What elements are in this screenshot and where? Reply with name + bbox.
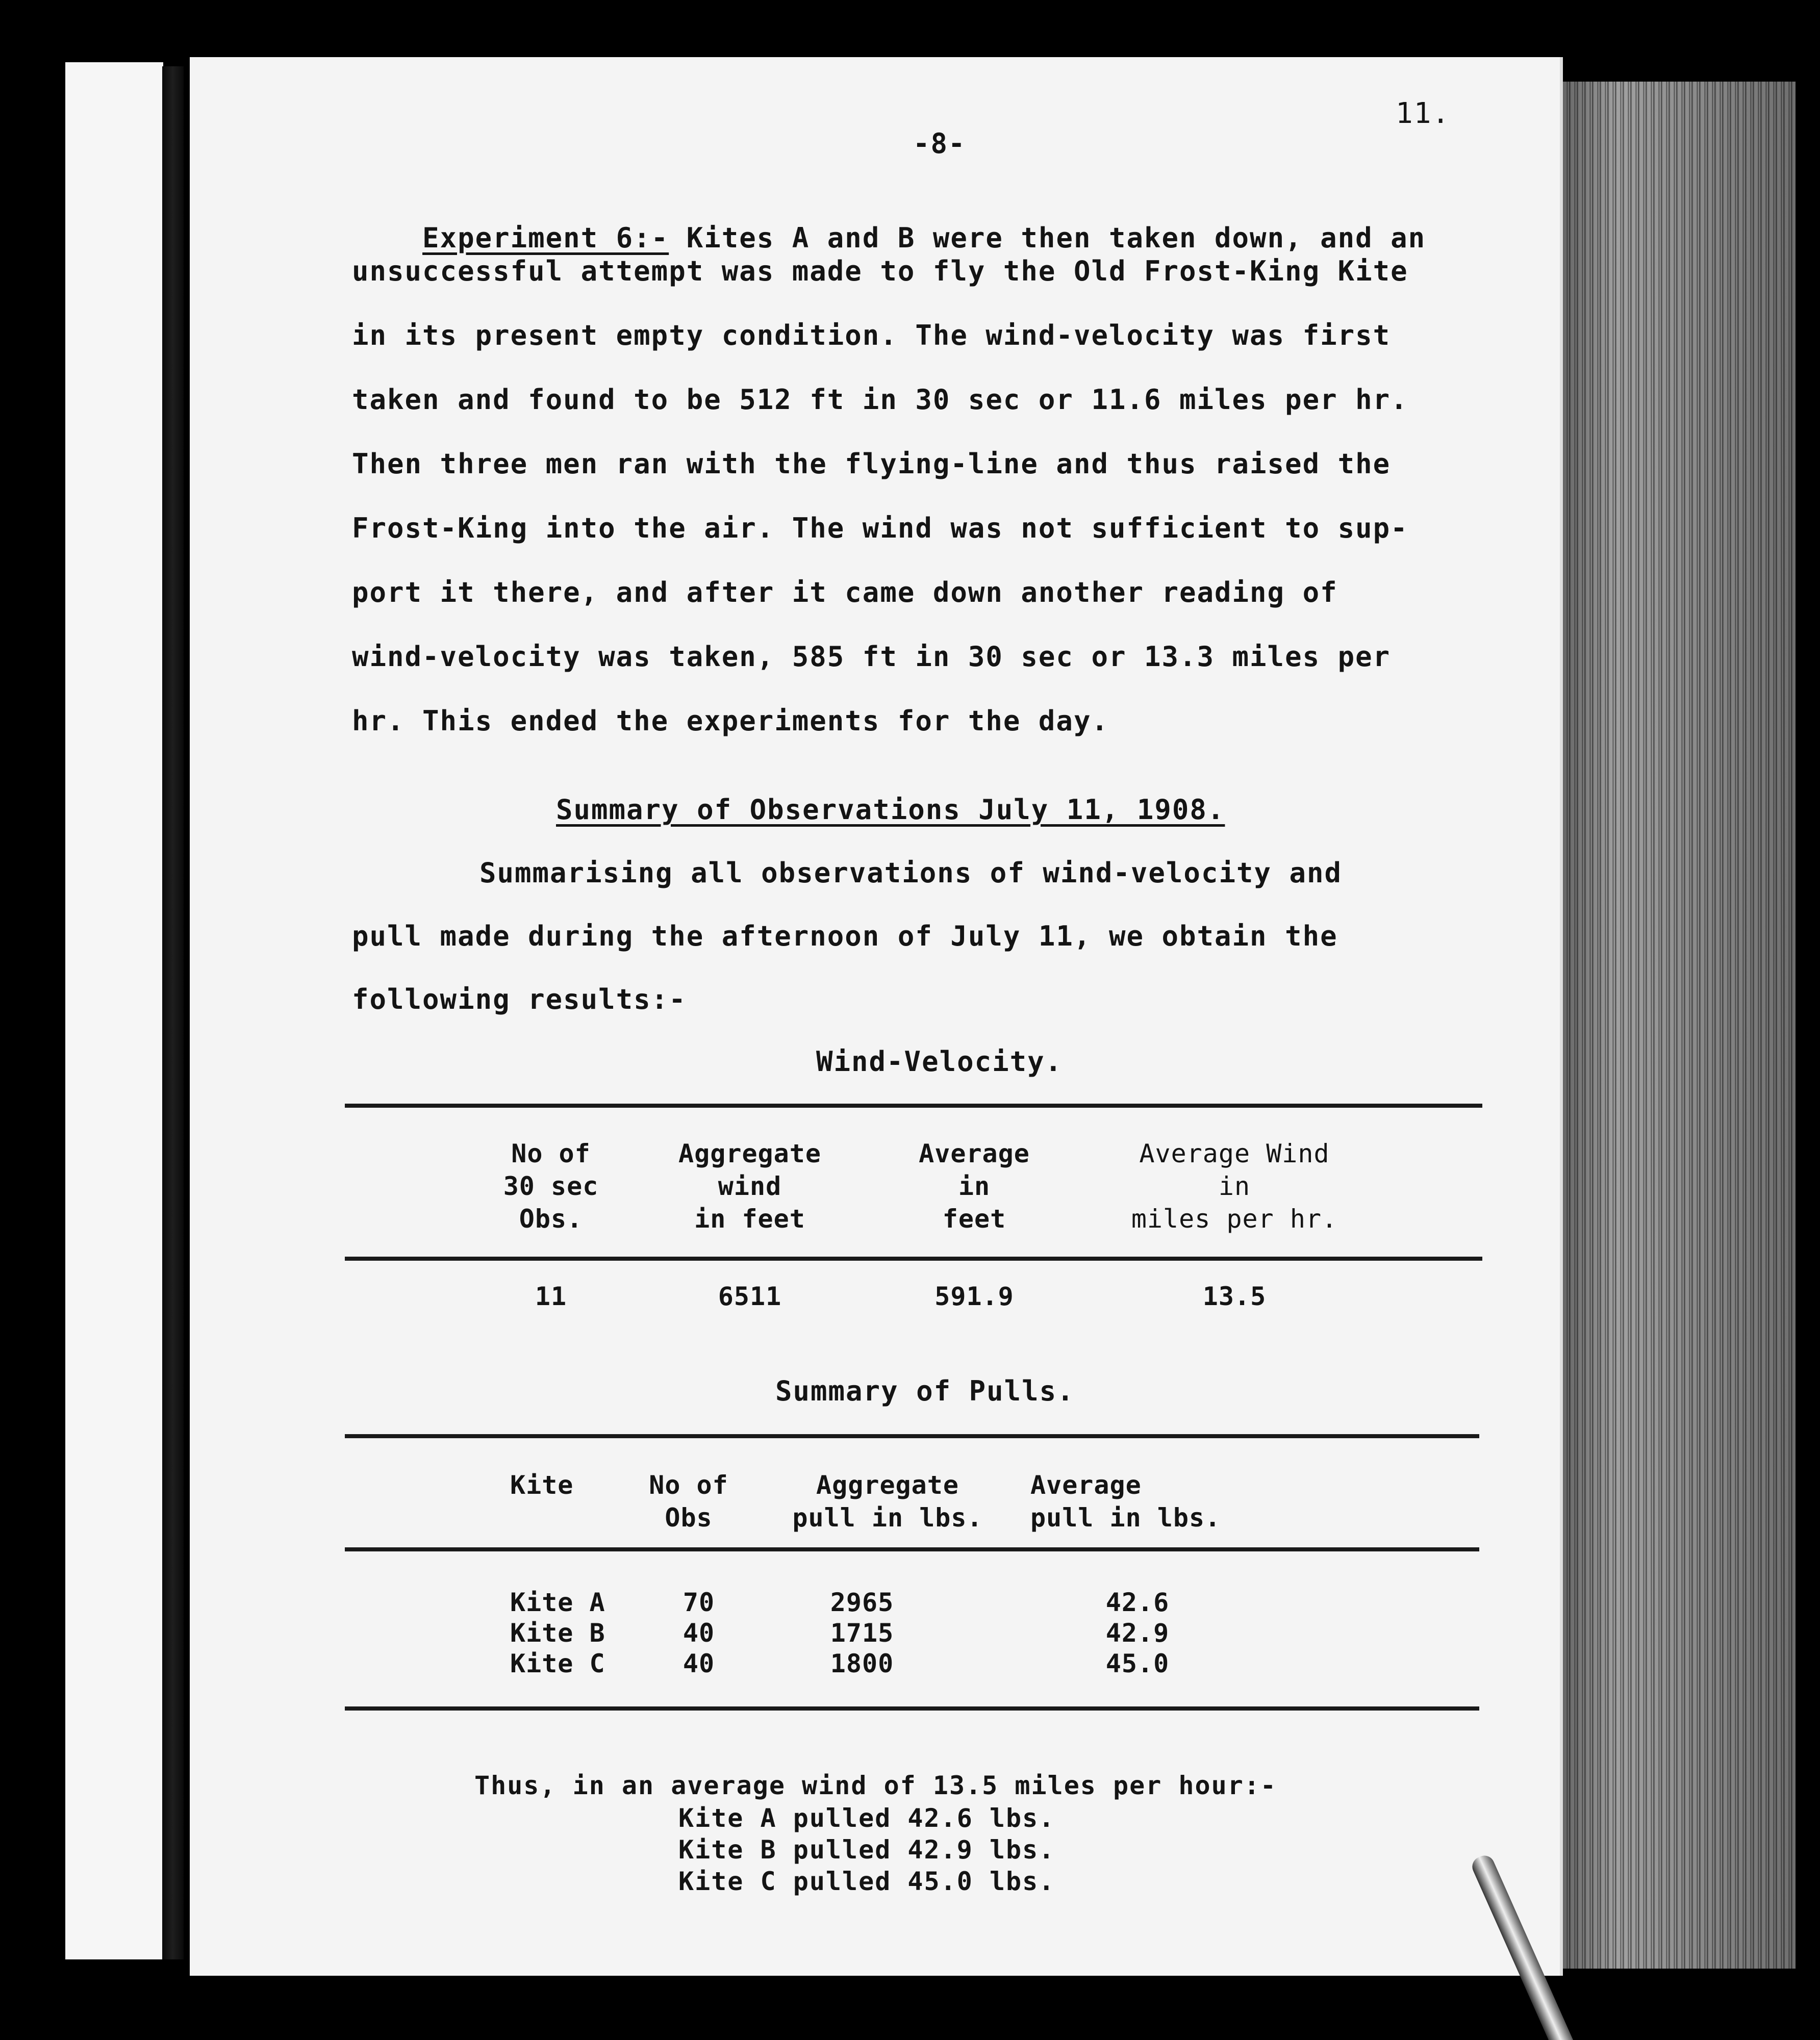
paragraph-line: taken and found to be 512 ft in 30 sec or 11.6 miles per hr. [352,384,1408,416]
table-rule [345,1104,1482,1108]
pull-row-kite: Kite A [510,1588,605,1617]
table-rule [345,1434,1479,1438]
pull-row-obs: 40 [682,1618,715,1648]
pull-header-kite: Kite [510,1470,574,1500]
paragraph-line: hr. This ended the experiments for the day. [352,705,1109,737]
pull-row-kite: Kite B [510,1618,605,1648]
table-rule [345,1547,1479,1551]
conclusion-line: Kite A pulled 42.6 lbs. [678,1803,1055,1833]
pull-row-obs: 40 [682,1649,715,1678]
wind-table-title: Wind-Velocity. [816,1046,1063,1078]
table-rule [345,1706,1479,1711]
conclusion-line: Thus, in an average wind of 13.5 miles per hour:- [474,1771,1277,1800]
wind-header-aggregate: Aggregate wind in feet [678,1139,821,1234]
pull-header-obs: No of Obs [649,1470,728,1533]
running-head: -8- [913,128,966,160]
wind-value-aggregate: 6511 [718,1282,782,1311]
pull-row-average: 42.6 [1105,1588,1170,1617]
pull-row-aggregate: 1800 [830,1649,894,1678]
pull-row-average: 45.0 [1105,1649,1170,1678]
pull-row-average: 42.9 [1105,1618,1170,1648]
pull-table-title: Summary of Pulls. [775,1375,1075,1407]
paragraph-line: port it there, and after it came down another reading of [352,576,1338,608]
wind-value-obs: 11 [535,1282,567,1311]
experiment-label: Experiment 6:- [422,222,669,254]
conclusion-line: Kite B pulled 42.9 lbs. [678,1835,1055,1865]
wind-header-average: Average in feet [919,1139,1030,1234]
wind-header-average-wind: Average Wind in miles per hr. [1131,1139,1338,1234]
summary-line: pull made during the afternoon of July 11, we obtain the [352,920,1338,952]
summary-line: Summarising all observations of wind-velocity and [479,857,1343,889]
summary-line: following results:- [352,983,687,1015]
paragraph-line: Frost-King into the air. The wind was not sufficient to sup- [352,512,1408,544]
paragraph-line: Then three men ran with the flying-line and thus raised the [352,448,1391,480]
wind-value-average-wind: 13.5 [1202,1282,1267,1311]
previous-page-leaf [65,62,163,1959]
pull-header-average: Average pull in lbs. [1030,1470,1221,1533]
table-rule [345,1257,1482,1261]
summary-heading: Summary of Observations July 11, 1908. [556,794,1225,826]
wind-value-average: 591.9 [934,1282,1014,1311]
pull-header-aggregate: Aggregate pull in lbs. [792,1470,983,1533]
pull-row-aggregate: 1715 [830,1618,894,1648]
page-number: 11. [1396,97,1451,130]
paragraph-line-text: Kites A and B were then taken down, and an [669,222,1426,254]
wind-header-obs: No of 30 sec Obs. [503,1139,599,1234]
paragraph-line: unsuccessful attempt was made to fly the Old Frost-King Kite [352,255,1408,287]
conclusion-line: Kite C pulled 45.0 lbs. [678,1867,1055,1896]
pull-row-kite: Kite C [510,1649,605,1678]
pull-row-obs: 70 [682,1588,715,1617]
pull-row-aggregate: 2965 [830,1588,894,1617]
book-gutter [162,66,184,1959]
paragraph-line: in its present empty condition. The wind-velocity was first [352,319,1391,351]
page-block-shadow [1540,82,1796,1969]
paragraph-line: wind-velocity was taken, 585 ft in 30 sec or 13.3 miles per [352,641,1391,673]
